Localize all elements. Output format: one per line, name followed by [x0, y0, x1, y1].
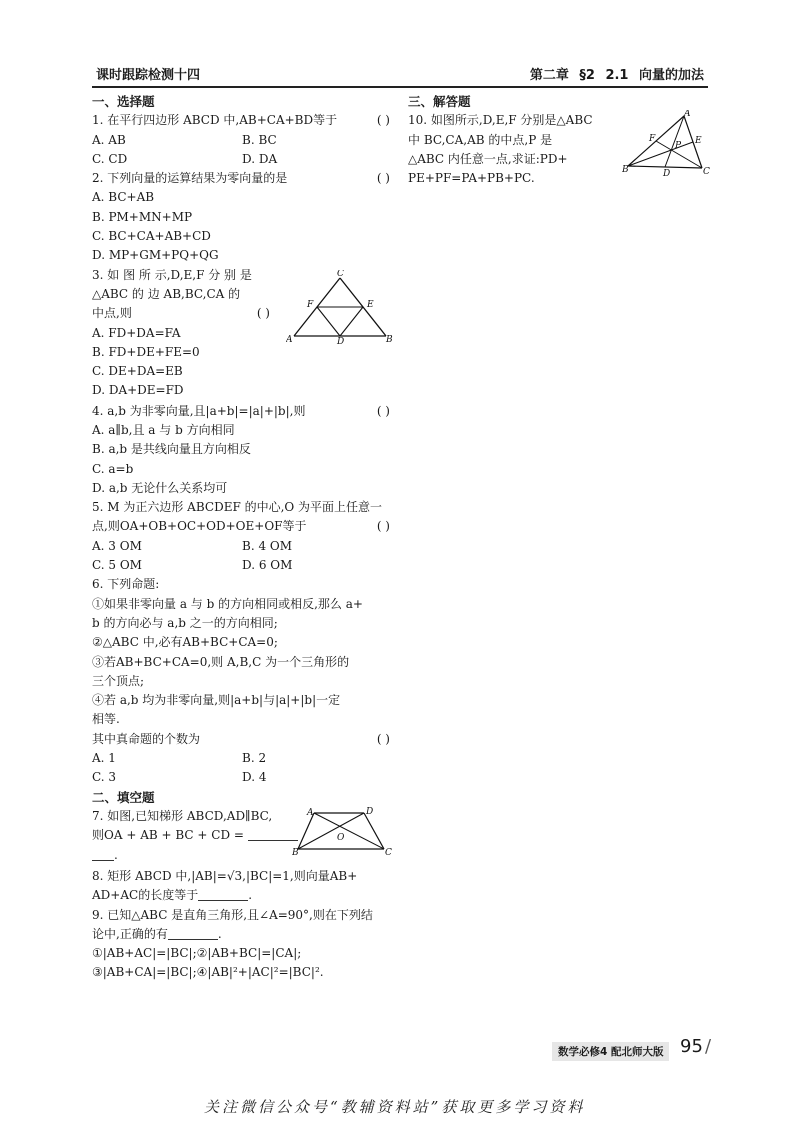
q5-option-a: A. 3 OM	[92, 538, 142, 553]
question-2: 2. 下列向量的运算结果为零向量的是 ( ) A. BC+AB B. PM+MN+MP C. BC+CA+AB+CD D. MP+GM+PQ+QG	[92, 169, 392, 265]
section-choice-title: 一、选择题	[92, 94, 155, 109]
section-fill-title: 二、填空题	[92, 789, 155, 805]
svg-text:A: A	[684, 110, 691, 119]
q5-option-b: B. 4 OM	[242, 538, 293, 553]
q4-option-d: D. a,b 无论什么关系均可	[92, 480, 228, 495]
svg-text:D: D	[663, 169, 671, 178]
q2-option-d: D. MP+GM+PQ+QG	[92, 248, 219, 263]
q4-option-b: B. a,b 是共线向量且方向相反	[92, 442, 251, 457]
svg-text:E: E	[367, 299, 374, 310]
q1-option-a: A. AB	[92, 132, 126, 147]
q3-option-a: A. FD+DA=FA	[92, 325, 181, 340]
q5-option-c: C. 5 OM	[92, 558, 142, 573]
q4-option-c: C. a=b	[92, 461, 134, 476]
svg-text:F: F	[307, 299, 314, 310]
q9-answer-blank[interactable]	[168, 927, 218, 940]
q3-option-b: B. FD+DE+FE=0	[92, 344, 200, 359]
svg-text:A: A	[307, 807, 314, 818]
q4-option-a: A. a∥b,且 a 与 b 方向相同	[92, 422, 235, 437]
svg-text:D: D	[366, 806, 374, 817]
trapezoid-figure	[292, 807, 392, 857]
question-1-stem: 1. 在平行四边形 ABCD 中,AB+CA+BD等于 ( )	[92, 113, 390, 128]
section-solve-title: 三、解答题	[408, 94, 471, 109]
q7-answer-blank[interactable]	[248, 828, 298, 841]
header-rule	[92, 86, 708, 88]
question-10: 10. 如图所示,D,E,F 分别是△ABC 中 BC,CA,AB 的中点,P 是 △ABC 内任意一点,求证:PD+ PE+PF=PA+PB+PC.	[408, 113, 593, 186]
q3-option-d: D. DA+DE=FD	[92, 383, 184, 398]
question-7: 7. 如图,已知梯形 ABCD,AD∥BC, 则OA + AB + BC + CD = . A B C D O	[92, 806, 392, 862]
question-1	[92, 111, 392, 169]
triangle-midpoint-figure	[286, 270, 396, 344]
q6-option-c: C. 3	[92, 770, 117, 785]
q1-option-c: C. CD	[92, 151, 128, 166]
svg-text:B: B	[292, 847, 299, 857]
svg-text:F: F	[649, 134, 656, 144]
page-number: 95	[680, 1036, 703, 1057]
question-3: 3. 如 图 所 示,D,E,F 分 别 是 △ABC 的 边 AB,BC,CA 的 中点,则 ( ) A. FD+DA=FA B. FD+DE+FE=0 C. DE+DA=EB D. DA+DE=FD A B C D E F	[92, 266, 392, 402]
svg-text:B: B	[386, 334, 393, 344]
triangle-centroid-figure	[622, 110, 714, 178]
question-6: 6. 下列命题: ①如果非零向量 a 与 b 的方向相同或相反,那么 a+ b 的方向必与 a,b 之一的方向相同; ②△ABC 中,必有AB+BC+CA=0; ③若AB+BC+CA=0,则 A,B,C 为一个三角形的 三个顶点; ④若 a,b 均为非零向量,则|a+b|与|a|+|b|一定 相等. 其中真命题的个数为 ( ) A. 1 B. 2 C. 3 D. 4	[92, 575, 392, 787]
page-slash: /	[705, 1036, 712, 1057]
svg-text:C: C	[337, 269, 344, 279]
right-column	[408, 92, 658, 188]
footnote-watermark: 关注微信公众号“教辅资料站”获取更多学习资料	[204, 1098, 586, 1116]
q1-option-d: D. DA	[242, 151, 278, 166]
svg-text:D: D	[337, 336, 345, 344]
q6-option-d: D. 4	[242, 770, 267, 785]
q6-option-a: A. 1	[92, 751, 116, 766]
q5-option-d: D. 6 OM	[242, 558, 293, 573]
question-9: 9. 已知△ABC 是直角三角形,且∠A=90°,则在下列结 论中,正确的有 . ①|AB+AC|=|BC|;②|AB+BC|=|CA|; ③|AB+CA|=|BC|;④|AB|²+|AC|²=|BC|².	[92, 907, 373, 980]
header-left: 课时跟踪检测十四	[96, 68, 201, 83]
question-4: 4. a,b 为非零向量,且|a+b|=|a|+|b|,则 ( ) A. a∥b,且 a 与 b 方向相同 B. a,b 是共线向量且方向相反 C. a=b D. a,b 无论什么关系均可	[92, 402, 392, 498]
svg-text:P: P	[675, 141, 682, 151]
question-5: 5. M 为正六边形 ABCDEF 的中心,O 为平面上任意一 点,则OA+OB+OC+OD+OE+OF等于 ( ) A. 3 OM B. 4 OM C. 5 OM D. 6 OM	[92, 498, 392, 575]
svg-text:O: O	[337, 832, 345, 843]
svg-text:B: B	[622, 165, 629, 175]
book-tag: 数学必修4 配北师大版	[552, 1042, 669, 1061]
q1-option-b: B. BC	[242, 132, 277, 147]
question-8: 8. 矩形 ABCD 中,|AB|=√3,|BC|=1,则向量AB+ AD+AC的长度等于 .	[92, 868, 358, 903]
q2-option-a: A. BC+AB	[92, 190, 155, 205]
svg-text:C: C	[703, 167, 710, 177]
q8-answer-blank[interactable]	[198, 888, 248, 901]
q3-option-c: C. DE+DA=EB	[92, 364, 183, 379]
svg-text:C: C	[385, 847, 392, 857]
q2-option-c: C. BC+CA+AB+CD	[92, 229, 211, 244]
q2-option-b: B. PM+MN+MP	[92, 209, 193, 224]
svg-text:E: E	[695, 136, 702, 146]
svg-text:A: A	[286, 334, 293, 344]
left-column	[92, 92, 392, 983]
header-right: 第二章 §2 2.1 向量的加法	[529, 68, 704, 83]
q6-option-b: B. 2	[242, 751, 267, 766]
